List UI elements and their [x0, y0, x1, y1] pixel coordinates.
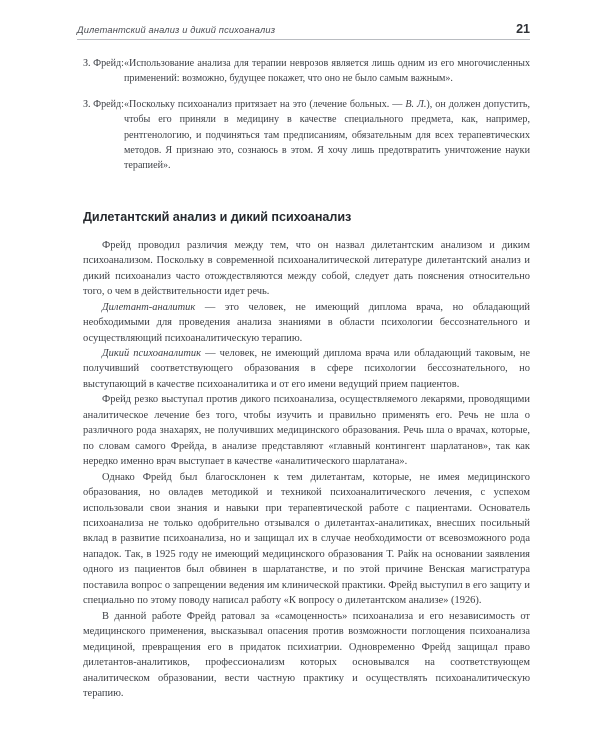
section-heading: Дилетантский анализ и дикий психоанализ: [83, 209, 352, 224]
page-content: [83, 56, 530, 701]
paragraph-text: В данной работе Фрейд ратовал за «самоценность» психоанализа и его независимость от медицинского применения, высказывал опасения против возможности поглощения психоанализа медициной, превращения его в придаток психиатрии. Одновременно Фрейд защищал право дилетантов-аналитиков, профессионализм которых основывался на соответствующем аналитическом образовании, вести частную практику и осуществлять психоаналитическую терапию.: [83, 610, 530, 699]
paragraph: [83, 609, 530, 702]
paragraph: [83, 300, 530, 346]
quote-text-segment: «Поскольку психоанализ притязает на это (лечение больных. —: [124, 98, 406, 110]
running-header: [77, 22, 530, 36]
quote-text: [124, 97, 530, 174]
quote-block-group: [83, 56, 530, 174]
quote-row: [83, 56, 530, 87]
paragraph: [83, 470, 530, 609]
paragraph-text: — это человек, не имеющий диплома врача, но обладающий необходимыми для проведения анализа знаниями в области психологии бессознательного и осуществляющий психоаналитическую терапию.: [83, 301, 530, 344]
quote-speaker-label: З. Фрейд:: [83, 58, 124, 69]
quote-row: [83, 97, 530, 174]
header-divider: [77, 39, 530, 40]
quote-attribution-initials: В. Л.: [405, 98, 427, 110]
paragraph-text: Фрейд резко выступал против дикого психоанализа, осуществляемого лекарями, проводящими аналитическое лечение без того, чтобы изучить и правильно применять его. Речь не шла о различного рода знахарях, не получивших медицинского образования. Речь шла о врачах, которые, по словам самого Фрейда, в анализе представляют «главный контингент шарлатанов», так как нередко именно врач выступает в качестве «аналитического шарлатана».: [83, 394, 530, 468]
paragraph-text: Фрейд проводил различия между тем, что он назвал дилетантским анализом и диким психоанализом. Поскольку в современной психоаналитической литературе дилетантский анализ и дикий психоанализ часто отождествляются между собой, следует дать пояснения относительно того, о чем в действительности идет речь.: [83, 239, 530, 298]
paragraph: [83, 346, 530, 392]
quote-text-segment: ), он должен допустить, чтобы его приняли в медицину в качестве специального предмета, как, например, рентгенологию, и подчиняться там предписаниям, обязательным для всех терапевтических методов. Я признаю это, сознаюсь в этом. Я хочу лишь предотвратить уничтожение науки терапией».: [124, 98, 530, 172]
quote-text: «Использование анализа для терапии неврозов является лишь одним из его многочисленных применений: возможно, будущее покажет, что оно не было самым важным».: [124, 58, 530, 85]
term-emphasis: Дикий психоаналитик: [102, 348, 201, 360]
quote-speaker-label: З. Фрейд:: [83, 98, 124, 110]
paragraph: [83, 238, 530, 300]
paragraph-text: — человек, не имеющий диплома врача или обладающий таковым, не получивший соответствующего образования в сфере психологии бессознательного, но выступающий в качестве психоаналитика и от его имени ведущий прием пациентов.: [83, 348, 530, 390]
running-header-title: Дилетантский анализ и дикий психоанализ: [77, 25, 276, 35]
body-text: [83, 238, 530, 702]
paragraph-text: Однако Фрейд был благосклонен к тем дилетантам, которые, не имея медицинского образования, но овладев методикой и техникой психоаналитического лечения, с успехом использовали свои знания и навыки при терапевтической работе с пациентами. Основатель психоанализа не только одобрительно отзывался о дилетантах-аналитиках, внесших посильный вклад в развитие психоанализа, но и защищал их в случае необходимости от всевозможного рода нападок. Так, в 1925 году не имеющий медицинского образования Т. Райк на основании заявления одного из пациентов был обвинен в шарлатанстве, и по этой причине Венская магистратура поставила вопрос о запрещении ведения им клинической практики. Фрейд выступил в его защиту и специально по этому поводу написал работу «К вопросу о дилетантском анализе» (1926).: [83, 471, 530, 607]
term-emphasis: Дилетант-аналитик: [102, 301, 196, 313]
page-number: 21: [516, 22, 530, 36]
paragraph: [83, 392, 530, 469]
